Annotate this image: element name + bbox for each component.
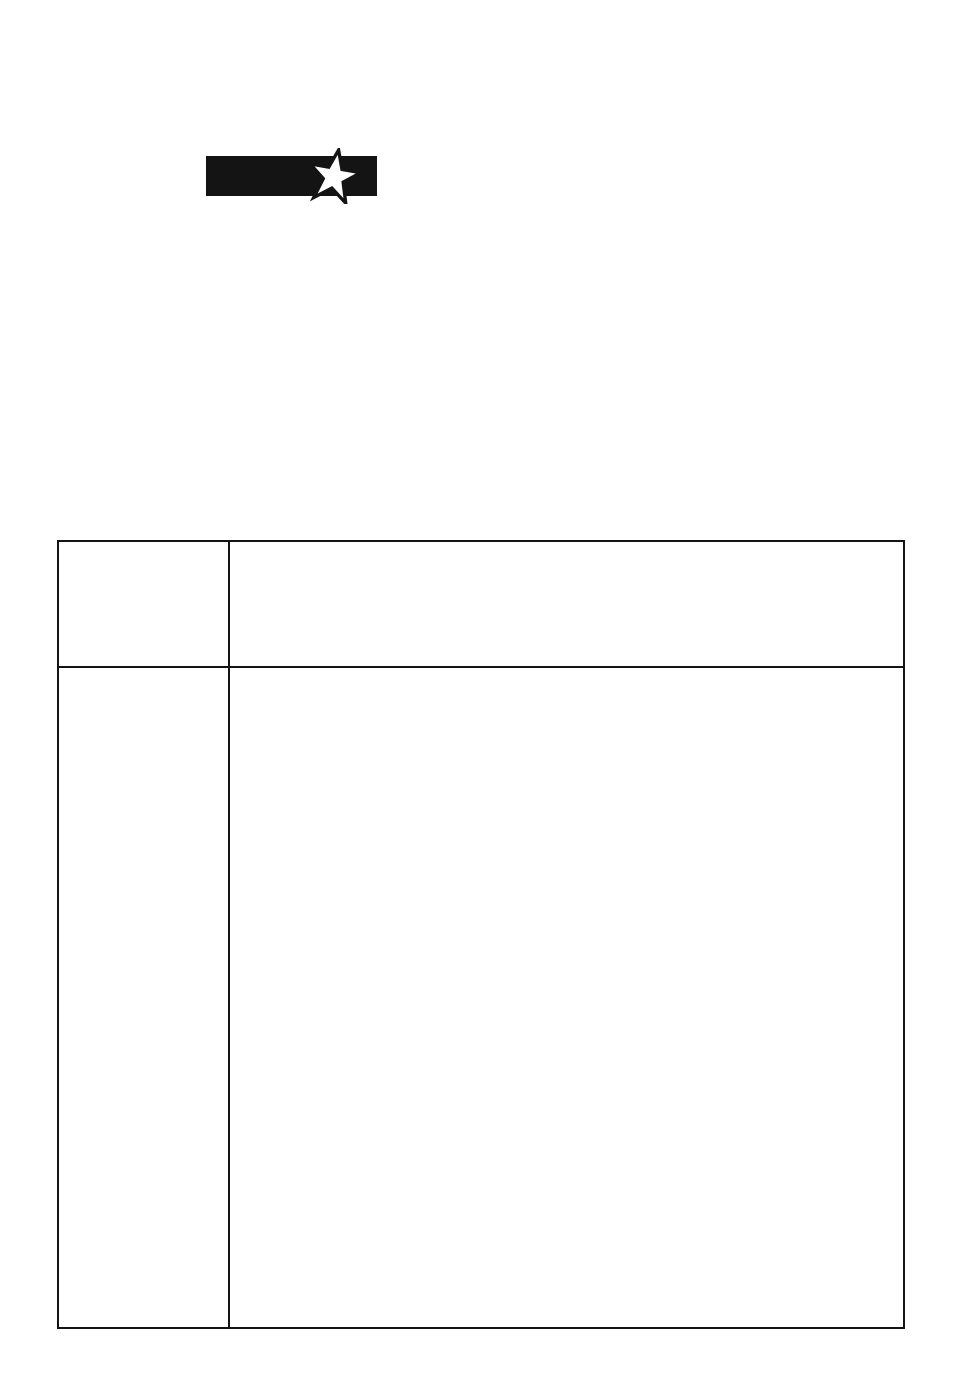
column-clues — [230, 542, 903, 668]
rating-badge — [206, 156, 377, 196]
star-icon — [306, 148, 362, 204]
row-clues — [59, 668, 230, 1327]
rules-section — [85, 296, 877, 323]
nonogram-puzzle — [57, 540, 905, 1329]
clue-corner-box — [59, 542, 230, 668]
rating-star — [306, 148, 362, 204]
solution-grid — [230, 668, 903, 1327]
